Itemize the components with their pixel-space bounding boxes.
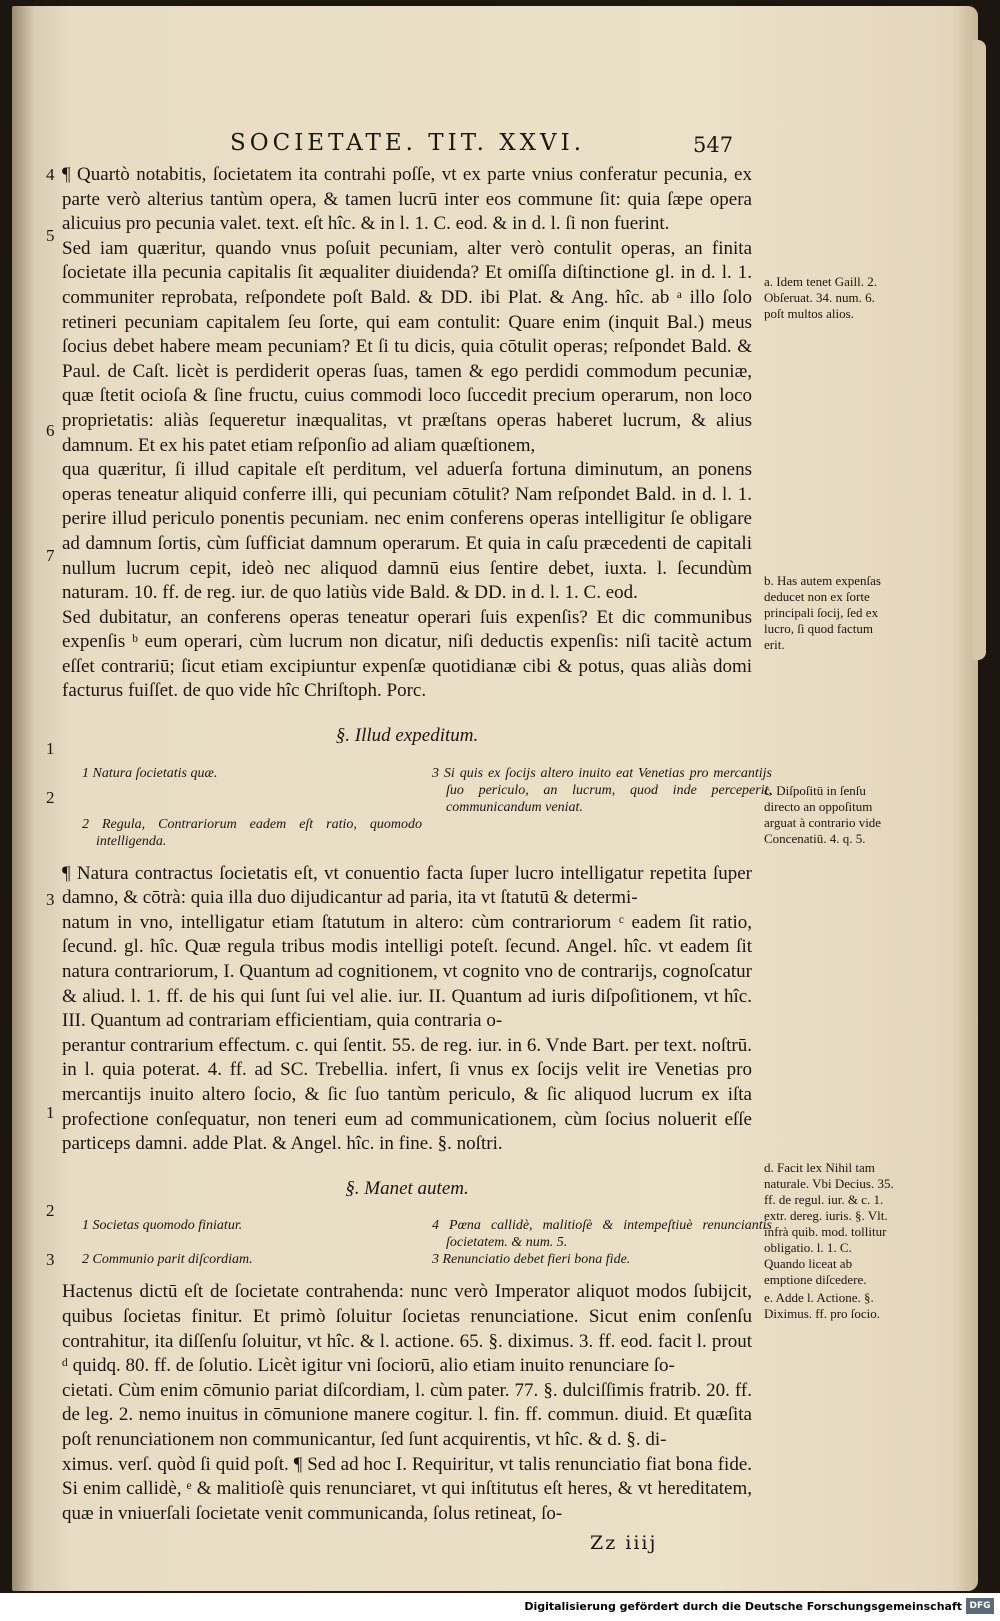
margin-note-e: e. Adde l. Actione. §. Diximus. ff. pro ſocio.: [764, 1290, 881, 1321]
margin-note-a: a. Idem tenet Gaill. 2. Obſeruat. 34. num. 6. poſt multos alios.: [764, 274, 877, 321]
paragraph-s2-3: ximus. verſ. quòd ſi quid poſt. ¶ Sed ad hoc I. Requiritur, vt talis renunciatio fiat bona fide. Si enim callidè, ᵉ & malitioſè quis renunciaret, vt qui inſtitutus eſt heres, & vt hereditatem, quæ in vniuerſali ſocietate venit communicanda, ſolus retineat, ſo-: [62, 1453, 752, 1524]
main-text: [62, 163, 772, 1526]
line-number: 1: [46, 1103, 55, 1122]
line-number: 6: [46, 421, 55, 440]
summary-item: 3 Si quis ex ſocijs altero inuito eat Venetias pro mercantijs ſuo periculo, an lucrum, quod inde perceperit, communicandum veniat.: [432, 765, 772, 815]
line-number: 3: [46, 1250, 55, 1269]
paragraph-s1-1: ¶ Natura contractus ſocietatis eſt, vt conuentio facta ſuper lucro intelligatur repetita ſuper damno, & cōtrà: quia illa duo dijudicantur ad paria, ita vt ſtatutū & determi-: [62, 862, 752, 909]
line-number: 2: [46, 788, 55, 807]
paragraph-4: ¶ Quartò notabitis, ſocietatem ita contrahi poſſe, vt ex parte vnius conferatur pecunia, ex parte verò alterius tantùm opera, & tamen lucrū inter eos commune ſit: quia ſæpe opera alicuius pro pecunia valet. text. eſt hîc. & in l. 1. C. eod. & in d. l. ſi non fuerint.: [62, 164, 752, 235]
line-number: 2: [46, 1201, 55, 1220]
page-edge: [972, 40, 986, 660]
line-number: 7: [46, 546, 55, 565]
section-summary: [82, 1217, 772, 1268]
summary-item: 1 Societas quomodo finiatur.: [82, 1218, 243, 1234]
line-number: 3: [46, 890, 55, 909]
page-number: 547: [693, 133, 734, 157]
margin-note-c: c. Diſpoſitū in ſenſu directo an oppoſitum arguat à contrario vide Concenatiū. 4. q. 5.: [764, 783, 882, 846]
summary-item: 2 Communio parit diſcordiam.: [82, 1252, 253, 1268]
paragraph-7: Sed dubitatur, an conferens operas teneatur operari ſuis expenſis? Et dic communibus expenſis ᵇ eum operari, cùm lucrum non dicatur, niſi deductis expenſis: niſi tacitè actum eſſet contrariū; ſicut etiam excipiuntur expenſæ quotidianæ cibi & potus, quas aliàs domi facturus fuiſſet. de quo vide hîc Chriſtoph. Porc.: [62, 606, 752, 702]
paragraph-6: qua quæritur, ſi illud capitale eſt perditum, vel aduerſa fortuna diminutum, an ponens operas teneatur aliquid conferre illi, qui pecuniam cōtulit? Nam reſpondet Bald. in d. l. 1. perire illud periculo ponentis pecuniam. nec enim conferens operas intelligitur ſe obligare ad damnum ſortis, cùm ſufficiat damnum operarum. Et quia in caſu præcedenti de capitali nullum lucrum cepit, ideò nec aliquod damnū eius ſentire debet, iuxta. l. ſecundùm naturam. 10. ff. de reg. iur. de quo latiùs vide Bald. & DD. in d. l. 1. C. eod.: [62, 459, 752, 604]
signature-mark: Zz iiij: [590, 1532, 658, 1554]
paragraph-s2-1: Hactenus dictū eſt de ſocietate contrahenda: nunc verò Imperator aliquot modos ſubijcit, quibus ſocietas finitur. Et primò ſoluitur ſocietas renunciatione. Sicut enim conſenſu contrahitur, ita diſſenſu ſoluitur, vt hîc. & l. actione. 65. §. diximus. 3. ff. eod. facit l. prout ᵈ quidq. 80. ff. de ſolutio. Licèt igitur vni ſociorū, alio etiam inuito renunciare ſo-: [62, 1281, 752, 1377]
section-summary: [82, 765, 772, 850]
summary-item: 2 Regula, Contrariorum eadem eſt ratio, quomodo intelligenda.: [82, 816, 422, 849]
summary-item: 4 Pœna callidè, malitioſè & intempeſtiuè renunciantis ſocietatem. & num. 5.: [432, 1218, 772, 1251]
margin-note-d: d. Facit lex Nihil tam naturale. Vbi Decius. 35. ff. de regul. iur. & c. 1. extr. dereg. iuris. §. Vlt. infrà quib. mod. tollitur obligatio. l. 1. C. Quando liceat ab emptione diſcedere.: [764, 1160, 894, 1287]
running-head: SOCIETATE. TIT. XXVI.: [230, 130, 586, 156]
summary-item: 3 Renunciatio debet fieri bona fide.: [432, 1252, 631, 1268]
line-number: 4: [46, 165, 55, 184]
paragraph-s1-2: natum in vno, intelligatur etiam ſtatutum in altero: cùm contrariorum ᶜ eadem ſit ratio, ſecund. gl. hîc. Quæ regula tribus modis intelligi poteſt. ſecund. Angel. hîc. vt eadem ſit natura contrariorum, I. Quantum ad cognitionem, vt cognito vno de contrarijs, cognoſcatur & aliud. l. 1. ff. de his qui ſunt ſui vel alie. iur. II. Quantum ad iuris diſpoſitionem, vt hîc. III. Quantum ad contrariam efficientiam, quia contraria o-: [62, 911, 752, 1032]
summary-item: 1 Natura ſocietatis quæ.: [82, 765, 218, 781]
paragraph-s1-3: perantur contrarium effectum. c. qui ſentit. 55. de reg. iur. in 6. Vnde Bart. per text. noſtrū. in l. quia poterat. 4. ff. ad SC. Trebellia. infert, ſi vnus ex ſocijs velit ire Venetias pro mercantijs inuito altero ſocio, & ſic ſuo tantùm periculo, & ſic aliquod lucrum ex iſta profectione conſequatur, non teneri eum ad communicationem, cùm ſocius noluerit eſſe particeps damni. adde Plat. & Angel. hîc. in fine. §. noſtri.: [62, 1034, 752, 1155]
footer-bar: [0, 1593, 1000, 1621]
funding-credit: Digitalisierung gefördert durch die Deutsche Forschungsgemeinschaft: [524, 1600, 962, 1613]
section-heading: §. Illud expeditum.: [335, 725, 479, 747]
dfg-logo: DFG: [966, 1598, 994, 1614]
line-number: 5: [46, 226, 55, 245]
paragraph-5: Sed iam quæritur, quando vnus poſuit pecuniam, alter verò contulit operas, an finita ſocietate illa pecunia capitalis ſit æqualiter diuidenda? Et omiſſa diſtinctione gl. in d. l. 1. communiter reprobata, reſpondete poſt Bald. & DD. ibi Plat. & Ang. hîc. ab ᵃ illo ſolo retineri pecuniam capitalem ſeu ſorte, qui eam contulit: Quare enim (inquit Bal.) meus ſocius debet habere meam pecuniam? Et ſi tu dicis, quia cōtulit operas; reſpondet Bald. & Paul. de Caſt. licèt is perdiderit operas ſuas, tamen & ego perdidi commodum pecuniæ, quæ ſtetit ocioſa & ſine fructu, cuius commodi loco ſuccedit precium operarum, non loco proprietatis: aliàs ſequeretur inæqualitas, vt præſtans operas haberet lucrum, & alius damnum. Et ex his patet etiam reſponſio ad aliam quæſtionem,: [62, 237, 752, 456]
margin-note-b: b. Has autem expenſas deducet non ex ſorte principali ſocij, ſed ex lucro, ſi quod factum erit.: [764, 573, 881, 652]
line-number: 1: [46, 739, 55, 758]
section-heading: §. Manet autem.: [345, 1177, 469, 1199]
paragraph-s2-2: cietati. Cùm enim cōmunio pariat diſcordiam, l. cùm pater. 77. §. dulciſſimis fratrib. 20. ff. de leg. 2. nemo inuitus in cōmunione manere cogitur. l. fin. ff. commun. diuid. Et quæſita poſt renunciationem non communicantur, ſed ſunt acquirentis, vt hîc. & d. §. di-: [62, 1379, 752, 1450]
